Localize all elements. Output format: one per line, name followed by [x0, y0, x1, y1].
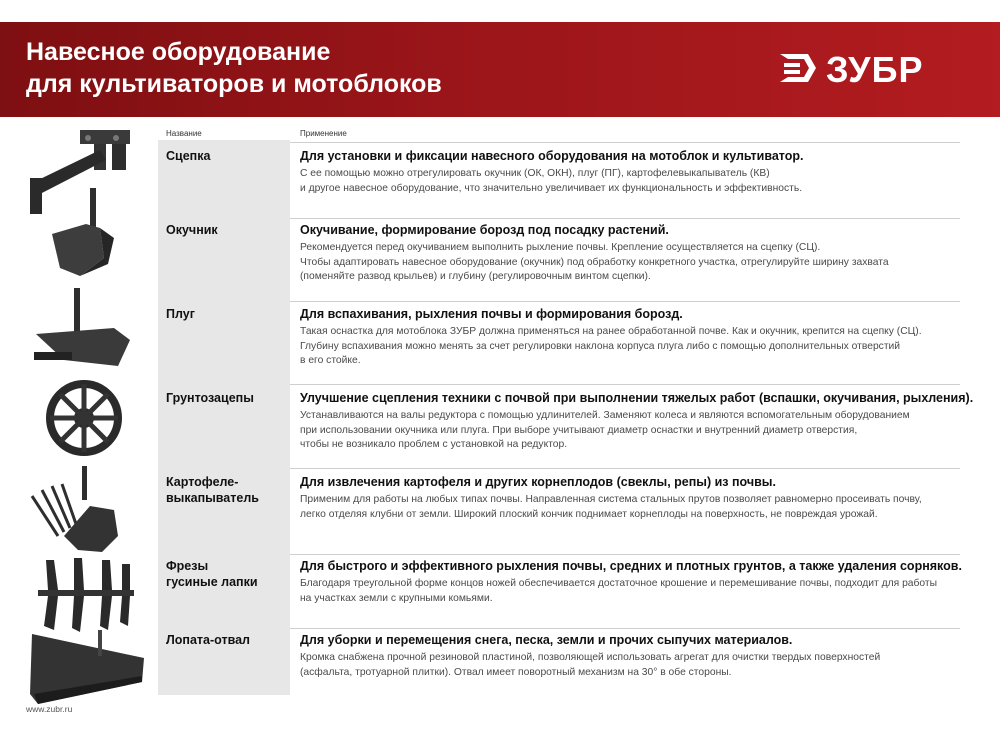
description-line: Глубину вспахивания можно менять за счет регулировки наклона корпуса плуга либо с помощью дополнительных отверстий [300, 340, 901, 352]
item-purpose: Улучшение сцепления техники с почвой при выполнении тяжелых работ (вспашки, окучивания, рыхления). [300, 391, 974, 405]
header-top-band [0, 0, 1000, 22]
column-header-use: Применение [300, 129, 347, 138]
item-description [300, 577, 965, 606]
description-line: Применим для работы на любых типах почвы. Направленная система стальных прутов позволяет равномерно просеивать почву, [300, 494, 922, 505]
description-line: в его стойке. [300, 355, 361, 366]
title-line-2: для культиваторов и мотоблоков [26, 70, 442, 98]
item-purpose: Для вспахивания, рыхления почвы и формирования борозд. [300, 307, 683, 321]
item-name: Картофеле- выкапыватель [166, 475, 259, 505]
item-purpose: Для уборки и перемещения снега, песка, земли и прочих сыпучих материалов. [300, 633, 793, 647]
footer-url: www.zubr.ru [26, 704, 73, 714]
item-name: Грунтозацепы [166, 391, 254, 405]
item-name: Плуг [166, 307, 195, 321]
item-description [300, 325, 965, 369]
equipment-pictures [18, 120, 148, 710]
description-line: при использовании окучника или плуга. При выборе учитывают диаметр оснастки и внутренний диаметр отверстия, [300, 424, 858, 436]
lug-wheel-picture [18, 374, 148, 469]
title-line-1: Навесное оборудование [26, 38, 331, 66]
ridger-picture [18, 188, 148, 283]
row-divider [290, 628, 960, 629]
description-line: (поменяйте развод крыльев) и глубину (регулировочным винтом сцепки). [300, 271, 651, 282]
row-divider [290, 218, 960, 219]
description-line: С ее помощью можно отрегулировать окучник (ОК, ОКН), плуг (ПГ), картофелевыкапыватель (КВ) [300, 168, 770, 179]
brand-wordmark: ЗУБР [826, 49, 924, 90]
item-description [300, 167, 965, 196]
column-header-name: Название [166, 129, 202, 138]
item-description [300, 493, 965, 522]
description-line: и другое навесное оборудование, что значительно увеличивает их функциональность и эффективность. [300, 182, 803, 194]
item-name: Сцепка [166, 149, 211, 163]
description-line: Чтобы адаптировать навесное оборудование (окучник) под обработку конкретного участка, отрегулируйте ширину захвата [300, 256, 889, 268]
row-divider [290, 384, 960, 385]
item-purpose: Окучивание, формирование борозд под посадку растений. [300, 223, 669, 237]
header-divider [290, 142, 960, 143]
item-purpose: Для установки и фиксации навесного оборудования на мотоблок и культиватор. [300, 149, 804, 163]
description-line: (асфальта, тротуарной плитки). Отвал имеет поворотный механизм на 30° в обе стороны. [300, 666, 732, 678]
item-description [300, 241, 965, 285]
item-name: Фрезы гусиные лапки [166, 559, 258, 589]
description-line: легко отделяя клубни от земли. Широкий плоский кончик поднимает корнеплоды на поверхность, не повреждая урожай. [300, 508, 878, 520]
description-line: чтобы не возникало проблем с установкой на редуктор. [300, 439, 568, 450]
header-banner [0, 0, 1000, 117]
row-divider [290, 554, 960, 555]
row-divider [290, 468, 960, 469]
item-description [300, 651, 965, 680]
item-description [300, 409, 965, 453]
item-purpose: Для извлечения картофеля и других корнеплодов (свеклы, репы) из почвы. [300, 475, 776, 489]
item-purpose: Для быстрого и эффективного рыхления почвы, средних и плотных грунтов, а также удаления сорняков. [300, 559, 962, 573]
description-line: на участках земли с крупными комьями. [300, 592, 493, 604]
plough-picture [18, 286, 148, 381]
page-title [26, 36, 442, 100]
description-line: Такая оснастка для мотоблока ЗУБР должна применяться на ранее обработанной почве. Как и окучник, крепится на сцепку (СЦ). [300, 326, 922, 337]
row-divider [290, 301, 960, 302]
potato-digger-picture [18, 466, 148, 561]
item-name: Окучник [166, 223, 218, 237]
description-line: Кромка снабжена прочной резиновой пластиной, позволяющей использовать агрегат для очистки твердых поверхностей [300, 652, 881, 663]
item-name: Лопата-отвал [166, 633, 251, 647]
description-line: Благодаря треугольной форме концов ножей обеспечивается достаточное крошение и перемешивание почвы, подходит для работы [300, 578, 938, 589]
description-line: Рекомендуется перед окучиванием выполнить рыхление почвы. Крепление осуществляется на сцепку (СЦ). [300, 242, 821, 253]
description-line: Устанавливаются на валы редуктора с помощью удлинителей. Заменяют колеса и являются вспомогательным оборудованием [300, 410, 910, 421]
brand-logo [778, 46, 978, 90]
